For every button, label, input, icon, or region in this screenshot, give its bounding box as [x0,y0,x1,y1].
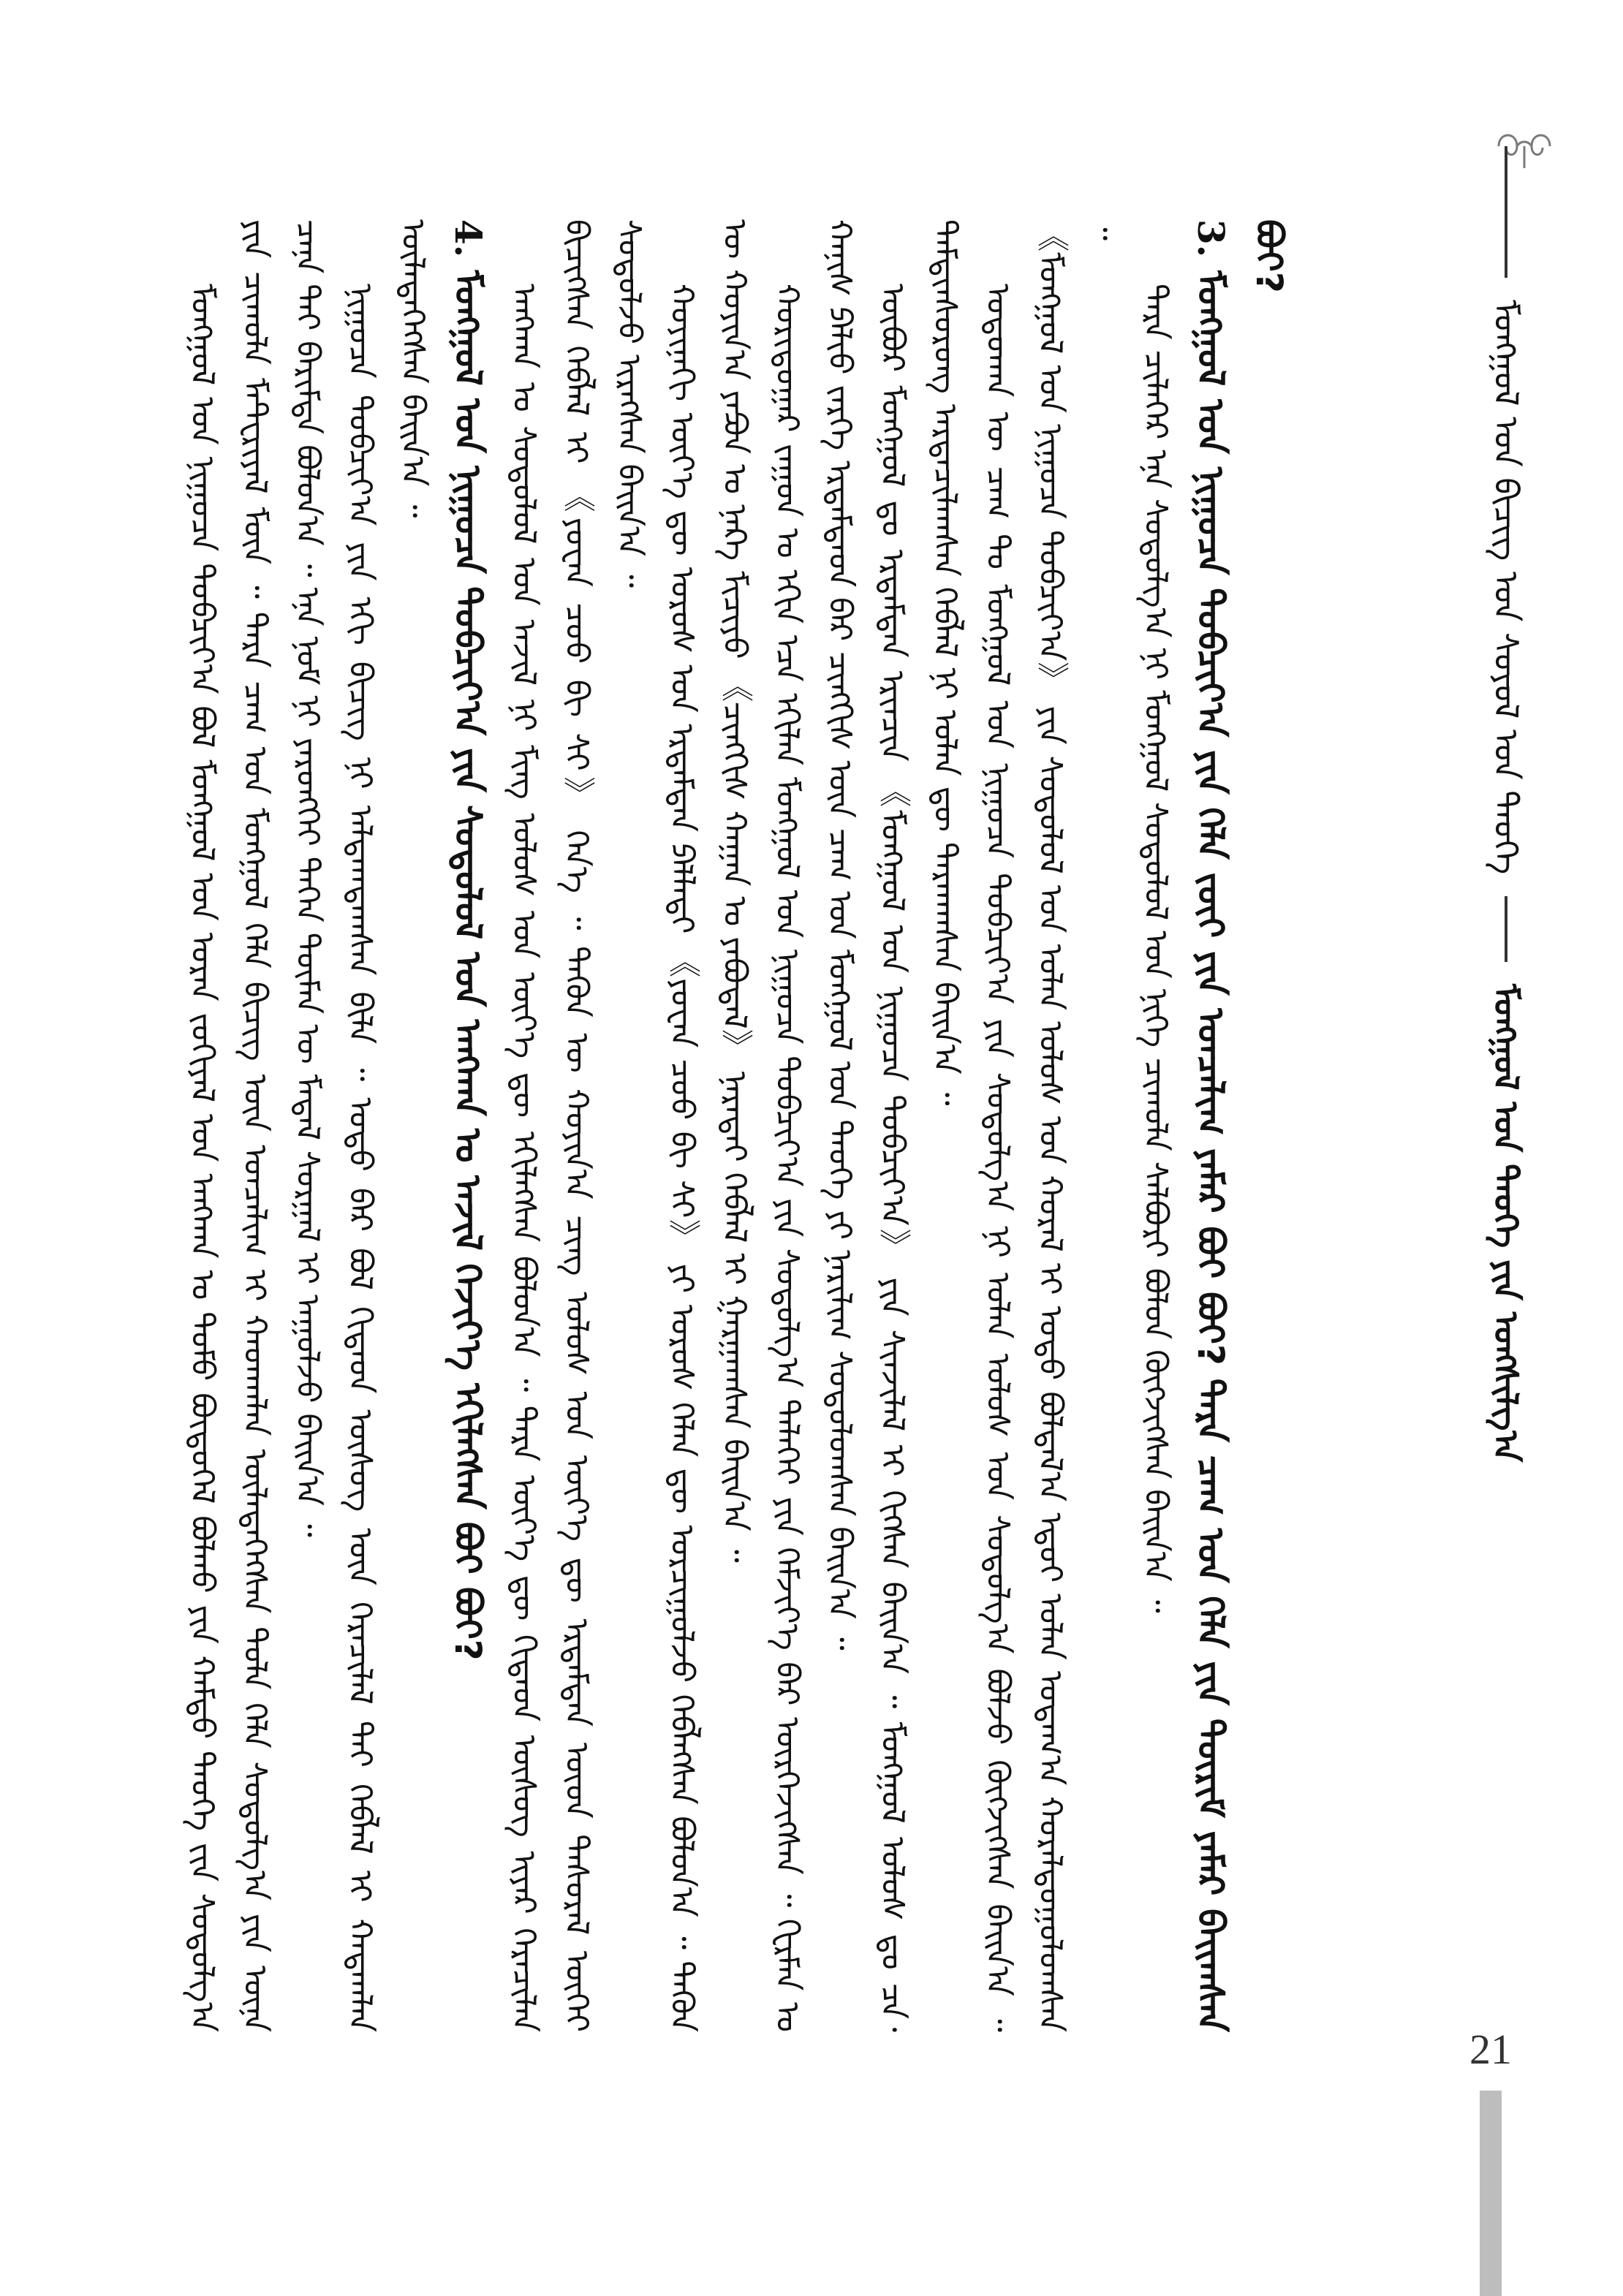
paragraph [175,219,333,2032]
paragraph [497,219,655,2032]
paragraph-text: ᠮᠣᠩᠭᠣᠯ ᠤᠨ ᠨᠢᠭᠤᠴᠠ ᠲᠣᠪᠴᠢᠶ᠎ᠠ ᠪᠣᠯ ᠮᠣᠩᠭᠣᠯ ᠤᠨ ᠤᠷᠠᠨ ᠵᠣᠬᠢᠶᠠᠯ ᠤᠨ ᠠᠩᠬᠠᠨ ᠤ ᠲᠣᠮᠣ ᠪᠦᠲᠦᠭᠡᠯ ᠪᠣᠯᠬᠤ ᠶᠢᠨ ᠬᠠᠮᠲᠤ ᠲᠡᠦᠬᠡ ᠵᠢᠨ ᠰᠤᠳᠤᠯᠭ᠎ᠠ ᠶᠢᠨ ᠴᠢᠬᠤᠯᠠ ᠮᠠᠲ᠋ᠧᠷᠢᠶᠠᠯ ᠮᠥᠨ ᠃ ᠲᠡᠷᠡ ᠴᠠᠭ ᠤᠨ ᠮᠣᠩᠭᠣᠯ ᠬᠡᠯᠡ ᠪᠢᠴᠢᠭ᠌ ᠦᠨ ᠣᠨᠴᠠᠯᠢᠭ ᠢ ᠬᠠᠳᠬᠠᠯᠠᠨ ᠦᠯᠡᠳᠡᠭᠡᠭᠰᠡᠨ ᠲᠤᠯᠠ ᠬᠡᠯᠡ ᠰᠤᠳᠤᠯᠭ᠎ᠠ ᠶᠢᠨ ᠦᠨᠡ ᠴᠡᠨᠡ ᠲᠡᠢ ᠪᠠᠷᠢᠮᠲᠠ ᠪᠣᠯᠤᠨ᠎ᠠ ᠃ ᠡᠨᠡ ᠨᠣᠮ ᠨᠢ ᠶᠡᠷᠦᠩᠬᠡᠢ ᠳᠡᠭᠡᠨ ᠲᠦᠮᠡᠨ ᠦ ᠮᠡᠳᠡᠯ ᠰᠤᠷᠭᠠᠯ ᠢ ᠠᠭᠤᠯᠵᠤ ᠪᠠᠢᠨ᠎ᠠ ᠃ [184,219,326,2032]
section-heading [1181,219,1298,2032]
paragraph-text: ᠣᠳᠣᠬᠠᠨ ᠦ ᠴᠠᠭ ᠲᠤ ᠮᠣᠩᠭᠣᠯ ᠤᠨ ᠨᠢᠭᠤᠴᠠ ᠲᠣᠪᠴᠢᠶ᠎ᠠ ᠶᠢᠨ ᠰᠤᠳᠤᠯᠭ᠎ᠠ ᠨᠢ ᠣᠯᠠᠨ ᠤᠯᠤᠰ ᠤᠨ ᠰᠤᠳᠤᠯᠭ᠎ᠠ ᠪᠣᠯᠵᠤ ᠬᠥᠭᠵᠢᠭᠰᠡᠨ ᠪᠠᠢᠨ᠎ᠠ ᠃ 《ᠮᠣᠩᠭᠣᠯ ᠤᠨ ᠨᠢᠭᠤᠴᠠ ᠲᠣᠪᠴᠢᠶ᠎ᠠ》 ᠶᠢᠨ ᠰᠤᠳᠤᠯᠤᠯ ᠤᠨ ᠣᠯᠠᠨ ᠤᠯᠤᠰ ᠤᠨ ᠬᠤᠷᠠᠯ ᠢ ᠣᠳᠣ ᠪᠣᠯᠲᠠᠯ᠎ᠠ ᠡᠳᠦᠢ ᠣᠯᠠᠨ ᠤᠳᠠᠭ᠎ᠠ ᠬᠤᠷᠠᠯᠳᠤᠭᠤᠯᠤᠭᠰᠠᠨ ᠃ [979,219,1121,2032]
paragraph [655,219,760,2032]
paragraph-text: ᠥᠪᠥᠷ ᠮᠣᠩᠭᠣᠯ ᠳᠤ ᠡᠷᠳᠡᠮᠲᠡᠨ ᠡᠷᠢᠨᠴᠢᠨ 《ᠮᠣᠩᠭᠣᠯ ᠤᠨ ᠨᠢᠭᠤᠴᠠ ᠲᠣᠪᠴᠢᠶ᠎ᠠ》 ᠶᠢᠨ ᠰᠢᠨᠵᠢᠯᠡᠯ ᠢ ᠬᠢᠭᠰᠡᠨ ᠪᠠᠢᠨ᠎ᠠ ᠃ ᠮᠣᠩᠭᠣᠯ ᠤᠯᠤᠰ ᠳᠤ ᠴᠡ᠂ ᠳᠠᠮᠳᠢᠨᠰᠦᠷᠦᠩ ᠠᠷᠳᠠᠴᠢᠯᠠᠭᠰᠠᠨ ᠬᠡᠪᠯᠡᠯ ᠨᠢ ᠣᠯᠠᠨ ᠳᠦ ᠲᠠᠷᠬᠠᠭᠰᠠᠨ ᠪᠠᠢᠨ᠎ᠠ ᠃ [874,219,964,2032]
paragraph-text: ᠨᠢᠭᠤᠴᠠ ᠲᠣᠪᠴᠢᠶ᠎ᠠ ᠶᠢᠨ ᠡᠬᠢ ᠪᠢᠴᠢᠭ᠌ ᠨᠢ ᠠᠯᠳᠠᠭᠳᠠᠭᠰᠠᠨ ᠪᠢᠯᠡ ᠃ ᠣᠳᠣ ᠪᠠᠷ ᠪᠣᠯ ᠬᠢᠲᠠᠳ ᠦᠰᠦᠭ ᠦᠨ ᠭᠡᠷᠡᠴᠢᠯᠡᠯ ᠲᠡᠢ ᠬᠡᠪᠯᠡᠯ ᠢ ᠬᠠᠳᠠᠭᠯᠠᠨ ᠦᠯᠡᠳᠡᠭᠡᠭᠰᠡᠨ ᠪᠠᠢᠨ᠎ᠠ ᠃ [341,219,431,2032]
section-number: 4. [447,219,490,258]
paragraph [1129,219,1181,2032]
header-subtitle: ᠮᠣᠩᠭᠣᠯ ᠤᠨ ᠪᠢᠴᠢᠭ᠌ ᠤᠨ ᠰᠤᠶᠤᠯ ᠤᠨ ᠲᠡᠦᠬᠡ [1486,300,1526,875]
page-edge-tab [1480,2091,1502,2296]
section-heading-text: ᠮᠣᠩᠭᠣᠯ ᠤᠨ ᠨᠢᠭᠤᠴᠠ ᠲᠣᠪᠴᠢᠶ᠎ᠠ ᠶᠢᠨ ᠬᠡᠯᠡ ᠵᠦᠢ ᠶᠢᠨ ᠣᠨᠴᠠᠯᠢᠭ ᠶᠠᠮᠠᠷ ᠪᠤᠢ ᠪᠤᠢ? ᠲᠡᠷᠡ ᠴᠠᠭ ᠤᠨ ᠬᠡᠯᠡ ᠶᠢᠨ ᠳᠦᠷᠢᠮ ᠶᠠᠮᠠᠷ ᠪᠠᠢᠭᠰᠠᠨ ᠪᠤᠢ? [1189,219,1290,2032]
paragraph-text: ᠬᠣᠶᠢᠨᠠᠬᠢ ᠦᠶ᠎ᠡ ᠳᠦ ᠣᠷᠣᠰ ᠤᠨ ᠡᠷᠳᠡᠮᠲᠡᠨ ᠫᠠᠯᠯᠠᠳᠢ 《ᠶᠤᠸᠠᠨ ᠴᠣᠣ ᠪᠢ ᠰᠢ》 ᠶᠢ ᠣᠷᠣᠰ ᠬᠡᠯᠡᠨ ᠳᠦ ᠣᠷᠴᠢᠭᠤᠯᠵᠤ ᠬᠡᠪᠯᠡᠭᠰᠡᠨ ᠪᠣᠯᠤᠨ᠎ᠠ ᠃ ᠲᠡᠭᠦᠨ ᠦ ᠬᠣᠶᠢᠨ᠎ᠠ ᠶᠠᠫᠣᠨ ᠤ ᠨᠠᠺᠠ ᠮᠢᠴᠢᠶᠣ 《ᠴᠢᠩᠭᠢᠰ ᠬᠠᠭᠠᠨ ᠤ ᠶᠠᠪᠤᠳᠠᠯ》 ᠨᠡᠷᠡᠲᠡᠢ ᠬᠡᠪᠯᠡᠯ ᠢ ᠭᠠᠷᠭᠠᠭᠰᠠᠨ ᠪᠠᠢᠨ᠎ᠠ ᠃ [663,219,753,2032]
paragraph-text: ᠬᠣᠷᠢᠳᠤᠭᠠᠷ ᠵᠠᠭᠤᠨ ᠤ ᠡᠬᠢᠨ ᠡᠴᠡ ᠡᠬᠢᠯᠡᠨ ᠮᠣᠩᠭᠣᠯ ᠤᠨ ᠨᠢᠭᠤᠴᠠ ᠲᠣᠪᠴᠢᠶ᠎ᠠ ᠶᠢᠨ ᠰᠤᠳᠤᠯᠭ᠎ᠠ ᠳᠡᠯᠡᠬᠡᠢ ᠶᠢᠨ ᠬᠡᠮᠵᠢᠶ᠎ᠡ ᠪᠡᠷ ᠥᠷᠭᠡᠵᠢᠭᠰᠡᠨ ᠃ ᠭᠧᠷᠮᠠᠨ ᠤ ᠬᠠᠨᠢᠰ ᠫᠡᠯᠢᠣ ᠵᠡᠷᠭᠡ ᠡᠷᠳᠡᠮᠲᠡᠳ ᠪᠠᠷ ᠴᠢᠩᠭᠢᠰ ᠦᠨ ᠴᠠᠭ ᠤᠨ ᠮᠣᠩᠭᠣᠯ ᠤᠨ ᠲᠡᠦᠬᠡ ᠶᠢ ᠨᠠᠷᠢᠯᠢᠭ ᠰᠤᠳᠤᠯᠤᠭᠰᠠᠨ ᠪᠠᠢᠨ᠎ᠠ ᠃ [768,219,858,2032]
header-divider [1505,146,1507,278]
header-divider-short [1505,896,1507,962]
section-heading-text: ᠮᠣᠩᠭᠣᠯ ᠤᠨ ᠨᠢᠭᠤᠴᠠ ᠲᠣᠪᠴᠢᠶ᠎ᠠ ᠶᠢᠨ ᠰᠤᠳᠤᠯᠤᠯ ᠤᠨ ᠠᠩᠬᠠᠨ ᠤ ᠠᠵᠢᠯ ᠬᠡᠵᠢᠶ᠎ᠡ ᠡᠬᠢᠯᠡᠭᠰᠡᠨ ᠪᠤᠢ ᠪᠤᠢ? [447,270,489,1661]
page-number: 21 [1469,2026,1512,2073]
paragraph [760,219,866,2032]
section-heading [439,219,497,2032]
section-number: 3. [1189,219,1233,258]
body-text [175,219,1462,2032]
paragraph [971,219,1129,2032]
running-header [1459,146,1554,1557]
paragraph-text: ᠠᠩᠬᠠᠨ ᠤ ᠰᠤᠳᠤᠯᠤᠯ ᠤᠨ ᠠᠵᠢᠯ ᠨᠢ ᠮᠢᠩ ᠤᠯᠤᠰ ᠤᠨ ᠦᠶ᠎ᠡ ᠳᠦ ᠡᠬᠢᠯᠡᠭᠰᠡᠨ ᠪᠣᠯᠤᠨ᠎ᠠ ᠃ ᠲᠡᠷᠡ ᠦᠶ᠎ᠡ ᠳᠦ ᠬᠢᠲᠠᠳ ᠦᠰᠦᠭ ᠢᠶᠡᠷ ᠭᠡᠷᠡᠴᠢᠯᠡᠨ ᠪᠢᠴᠢᠭᠰᠡᠨ ᠬᠡᠪᠯᠡᠯ ᠢ 《ᠶᠤᠸᠠᠨ ᠴᠣᠣ ᠪᠢ ᠰᠢ》 ᠭᠡᠨ᠎ᠡ ᠃ ᠲᠡᠭᠦᠨ ᠦ ᠬᠣᠶᠢᠨ᠎ᠠ ᠴᠢᠩ ᠤᠯᠤᠰ ᠤᠨ ᠦᠶ᠎ᠡ ᠳᠦ ᠡᠷᠳᠡᠮᠲᠡᠨ ᠦᠳ ᠲᠠᠰᠤᠷᠠᠯ ᠦᠭᠡᠢ ᠰᠤᠳᠤᠯᠵᠤ ᠢᠷᠡᠭᠰᠡᠨ ᠪᠠᠢᠨ᠎ᠠ ᠃ [505,219,648,2032]
header-title: ᠮᠣᠩᠭᠣᠯ ᠤᠨ ᠲᠡᠦᠬᠡ ᠶᠢᠨ ᠤᠩᠰᠢᠯᠭ᠎ᠠ [1486,984,1526,1463]
paragraph-text: ᠲᠡᠷᠡ ᠴᠢᠯᠡᠭᠡᠷ ᠡᠨᠡ ᠰᠤᠳᠤᠯᠭ᠎ᠠ ᠨᠢ ᠮᠣᠩᠭᠣᠯ ᠰᠤᠳᠤᠯᠤᠯ ᠤᠨ ᠨᠢᠭᠡ ᠴᠢᠬᠤᠯᠠ ᠰᠠᠯᠪᠤᠷᠢ ᠪᠣᠯᠤᠨ ᠬᠥᠭᠵᠢᠭᠰᠡᠨ ᠪᠠᠢᠨ᠎ᠠ ᠃ [1137,284,1174,1613]
paragraph [333,219,439,2032]
paragraph [866,219,971,2032]
